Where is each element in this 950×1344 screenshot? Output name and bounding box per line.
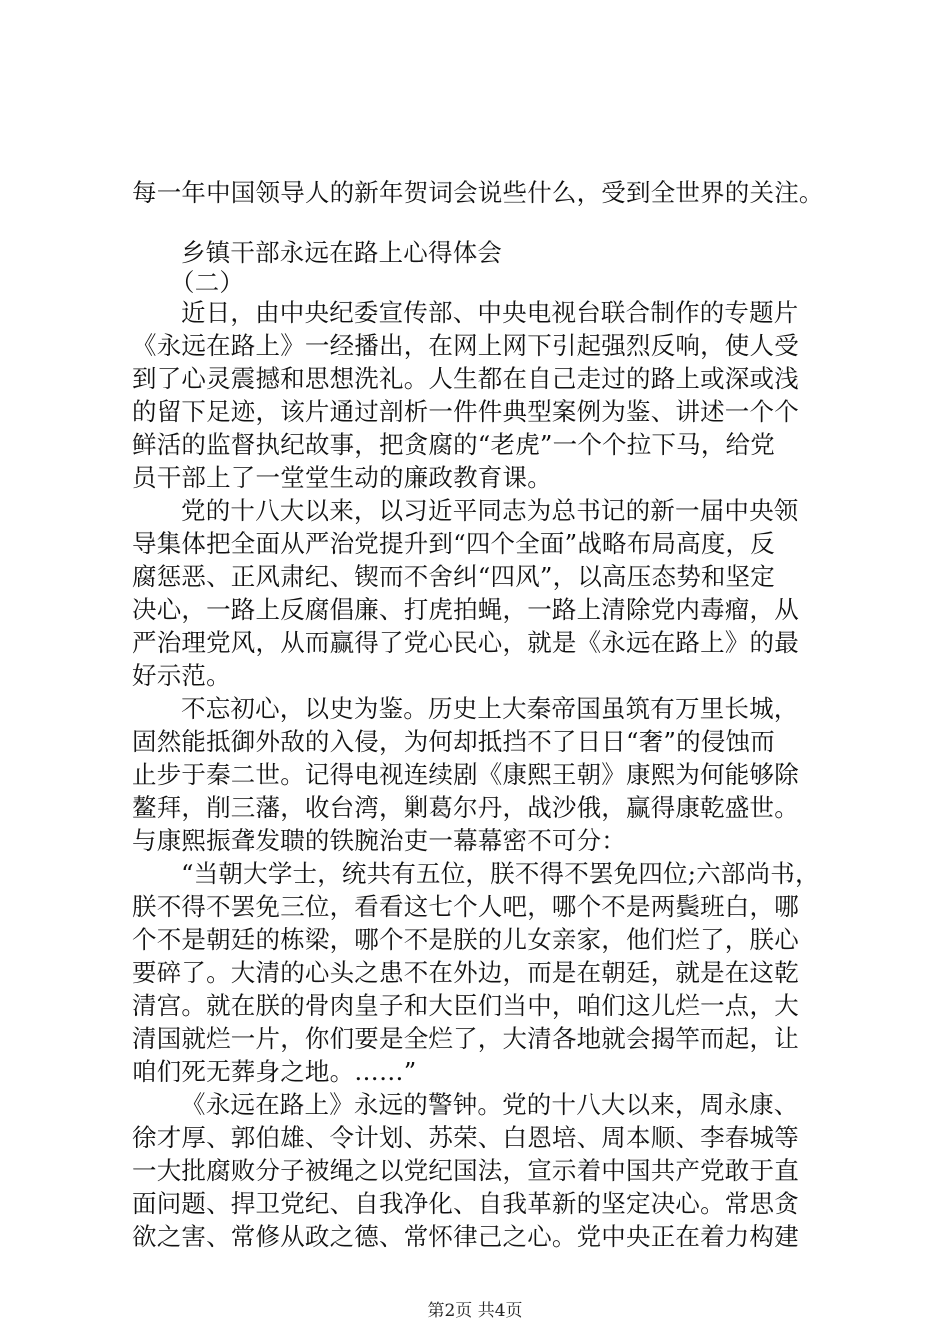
text-line: 《永远在路上》一经播出，在网上网下引起强烈反响，使人受 [132,331,799,360]
section-number: （二） [170,268,245,297]
text-line: 不忘初心，以史为鉴。历史上大秦帝国虽筑有万里长城， [181,694,799,723]
text-line: 严治理党风，从而赢得了党心民心，就是《永远在路上》的最 [132,628,799,657]
quote-line: 咱们死无葬身之地。……” [132,1057,417,1086]
text-line: 到了心灵震撼和思想洗礼。人生都在自己走过的路上或深或浅 [132,364,799,393]
text-line: 与康熙振聋发聩的铁腕治吏一幕幕密不可分： [132,826,626,855]
quote-line: 个不是朝廷的栋梁，哪个不是朕的儿女亲家，他们烂了，朕心 [132,925,799,954]
text-line: 鲜活的监督执纪故事，把贪腐的“老虎”一个个拉下马，给党 [132,430,775,459]
text-line: 面问题、捍卫党纪、自我净化、自我革新的坚定决心。常思贪 [132,1189,799,1218]
text-line: 近日，由中央纪委宣传部、中央电视台联合制作的专题片 [181,298,799,327]
text-line: 好示范。 [132,661,231,690]
text-line: 徐才厚、郭伯雄、令计划、苏荣、白恩培、周本顺、李春城等 [132,1123,799,1152]
text-line: 腐惩恶、正风肃纪、锲而不舍纠“四风”，以高压态势和坚定 [132,562,775,591]
text-line: 决心，一路上反腐倡廉、打虎拍蝇，一路上清除党内毒瘤，从 [132,595,799,624]
quote-line: 清宫。就在朕的骨肉皇子和大臣们当中，咱们这儿烂一点，大 [132,991,799,1020]
text-line: 党的十八大以来，以习近平同志为总书记的新一届中央领 [181,496,799,525]
section-heading: 乡镇干部永远在路上心得体会 [181,238,503,267]
quote-line: “当朝大学士，统共有五位，朕不得不罢免四位;六部尚书， [181,859,820,888]
quote-line: 清国就烂一片，你们要是全烂了，大清各地就会揭竿而起，让 [132,1024,799,1053]
page-footer: 第2页 共4页 [427,1301,523,1321]
text-line: 鳌拜，削三藩，收台湾，剿葛尔丹，战沙俄，赢得康乾盛世。 [132,793,799,822]
text-line: 每一年中国领导人的新年贺词会说些什么，受到全世界的关注。 [132,178,824,207]
text-line: 《永远在路上》永远的警钟。党的十八大以来，周永康、 [181,1090,799,1119]
text-line: 一大批腐败分子被绳之以党纪国法，宣示着中国共产党敢于直 [132,1156,799,1185]
text-line: 的留下足迹，该片通过剖析一件件典型案例为鉴、讲述一个个 [132,397,799,426]
text-line: 欲之害、常修从政之德、常怀律己之心。党中央正在着力构建 [132,1222,799,1251]
text-line: 止步于秦二世。记得电视连续剧《康熙王朝》康熙为何能够除 [132,760,799,789]
quote-line: 朕不得不罢免三位，看看这七个人吧，哪个不是两鬓班白，哪 [132,892,799,921]
text-line: 导集体把全面从严治党提升到“四个全面”战略布局高度，反 [132,529,775,558]
text-line: 固然能抵御外敌的入侵，为何却抵挡不了日日“奢”的侵蚀而 [132,727,775,756]
text-line: 员干部上了一堂堂生动的廉政教育课。 [132,463,552,492]
quote-line: 要碎了。大清的心头之患不在外边，而是在朝廷，就是在这乾 [132,958,799,987]
